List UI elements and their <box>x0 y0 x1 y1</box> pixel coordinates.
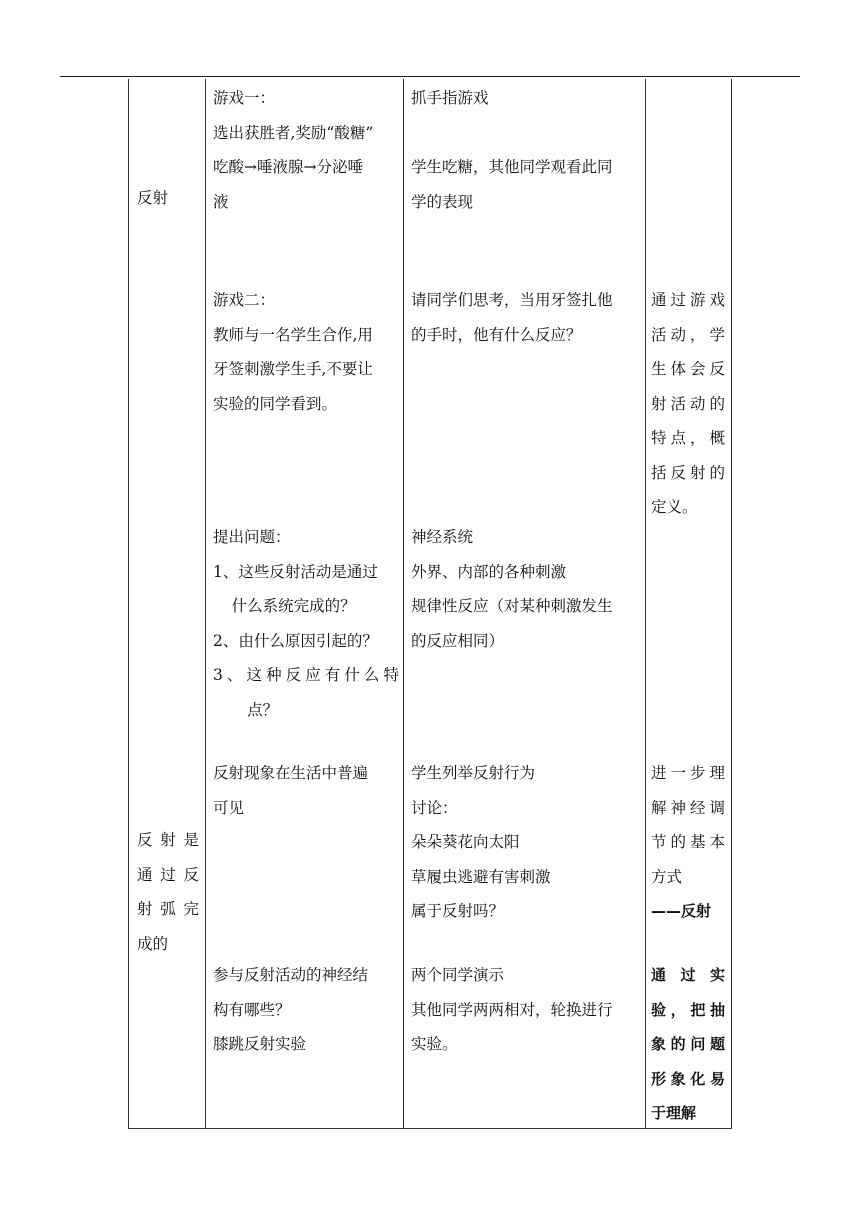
header-rule <box>60 76 800 77</box>
lesson-table <box>128 79 732 1129</box>
column-divider <box>205 79 206 1128</box>
column-divider <box>403 79 404 1128</box>
game1-teacher: 游戏一： 选出获胜者,奖励“酸糖” 吃酸→唾液腺→分泌唾 液 <box>213 89 374 211</box>
topic-reflex-arc: 反射是 通过反 射弧完 成的 <box>137 831 199 953</box>
structure-teacher: 参与反射活动的神经结 构有哪些？ 膝跳反射实验 <box>213 966 369 1053</box>
topic-reflex: 反射 <box>137 189 169 207</box>
purpose-experiment: 通过实 验，把抽 象的问题 形象化易 于理解 <box>651 966 725 1122</box>
demo-student: 两个同学演示 其他同学两两相对，轮换进行 实验。 <box>411 966 613 1053</box>
answers-student: 神经系统 外界、内部的各种刺激 规律性反应（对某种刺激发生 的反应相同） <box>411 528 613 650</box>
column-divider <box>645 79 646 1128</box>
purpose-game: 通过游戏 活动，学 生体会反 射活动的 特点，概 括反射的 定义。 <box>651 291 725 516</box>
game2-teacher: 游戏二： 教师与一名学生合作,用 牙签刺激学生手,不要让 实验的同学看到。 <box>213 291 373 413</box>
purpose-reflex: 进一步理 解神经调 节的基本 方式 ——反射 <box>651 764 725 920</box>
game1-student: 抓手指游戏 学生吃糖，其他同学观看此同 学的表现 <box>411 89 613 211</box>
questions-teacher: 提出问题： 1、这些反射活动是通过 什么系统完成的？ 2、由什么原因引起的？ 3、这种反应有什么特 点？ <box>213 528 399 719</box>
common-teacher: 反射现象在生活中普遍 可见 <box>213 764 369 817</box>
game2-student: 请同学们思考，当用牙签扎他 的手时，他有什么反应？ <box>411 291 613 344</box>
examples-student: 学生列举反射行为 讨论： 朵朵葵花向太阳 草履虫逃避有害刺激 属于反射吗？ <box>411 764 551 920</box>
